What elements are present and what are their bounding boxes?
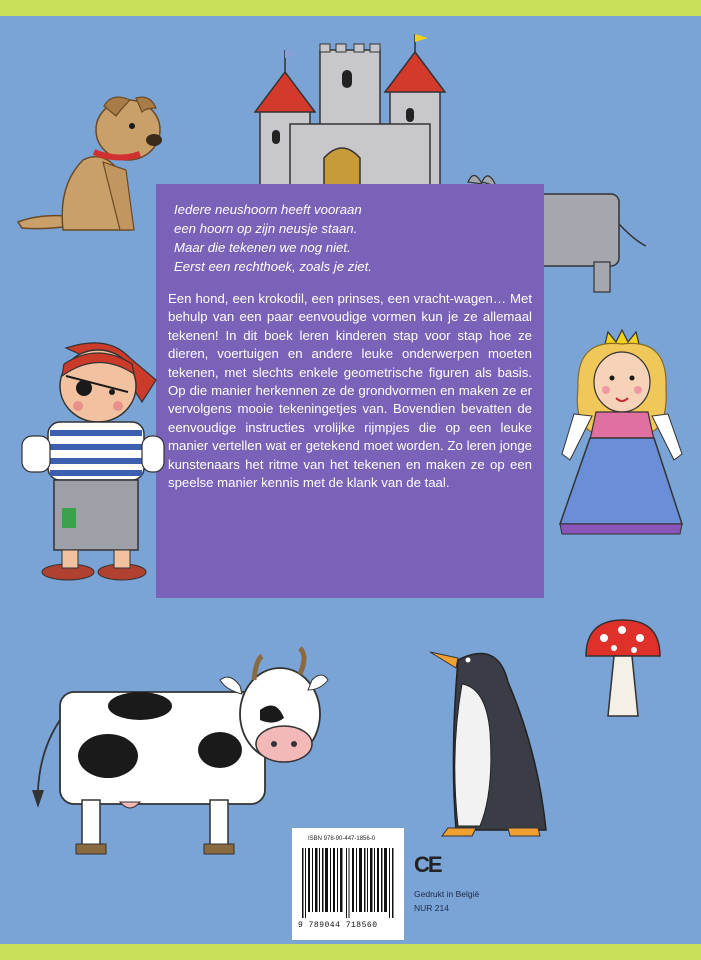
rhyme-line: Maar die tekenen we nog niet.	[174, 240, 351, 255]
isbn-text: ISBN 978-90-447-1856-0	[308, 836, 376, 842]
barcode-label	[292, 828, 404, 940]
rhyme	[174, 200, 532, 276]
top-stripe	[0, 0, 701, 16]
penguin-illustration	[428, 642, 558, 842]
pirate-illustration	[18, 340, 166, 585]
rhyme-line: Iedere neushoorn heeft vooraan	[174, 202, 362, 217]
nur-code: NUR 214	[414, 903, 449, 913]
castle-illustration	[250, 30, 450, 190]
description-panel	[156, 184, 544, 598]
dog-illustration	[8, 90, 168, 240]
rhyme-line: Eerst een rechthoek, zoals je ziet.	[174, 259, 372, 274]
barcode-bars	[302, 848, 394, 918]
ce-mark: CE	[414, 852, 441, 877]
barcode-number: 9 789044 718560	[298, 921, 378, 930]
bottom-stripe	[0, 944, 701, 960]
rhyme-line: een hoorn op zijn neusje staan.	[174, 221, 358, 236]
book-description: Een hond, een krokodil, een prinses, een vracht-wagen… Met behulp van een paar eenvoudige vormen kun je ze allemaal tekenen! In dit boek leren kinderen stap voor stap hoe ze dieren, voertuigen en andere leuke onderwerpen moeten tekenen, met slechts enkele geometrische figuren als basis. Op die manier herkennen ze de grondvormen en maken ze er vervolgens mooie tekeningetjes van. Bovendien bevatten de eenvoudige instructies vrolijke rijmpjes die op een leuke manier vertellen wat er getekend moet worden. Zo leren jonge kunstenaars het ritme van het tekenen en maken ze op een speelse manier kennis met de klank van de taal.	[168, 291, 532, 491]
mushroom-illustration	[578, 616, 668, 726]
printed-in-label: Gedrukt in België	[414, 889, 480, 899]
princess-illustration	[556, 328, 686, 540]
cow-illustration	[30, 640, 330, 860]
